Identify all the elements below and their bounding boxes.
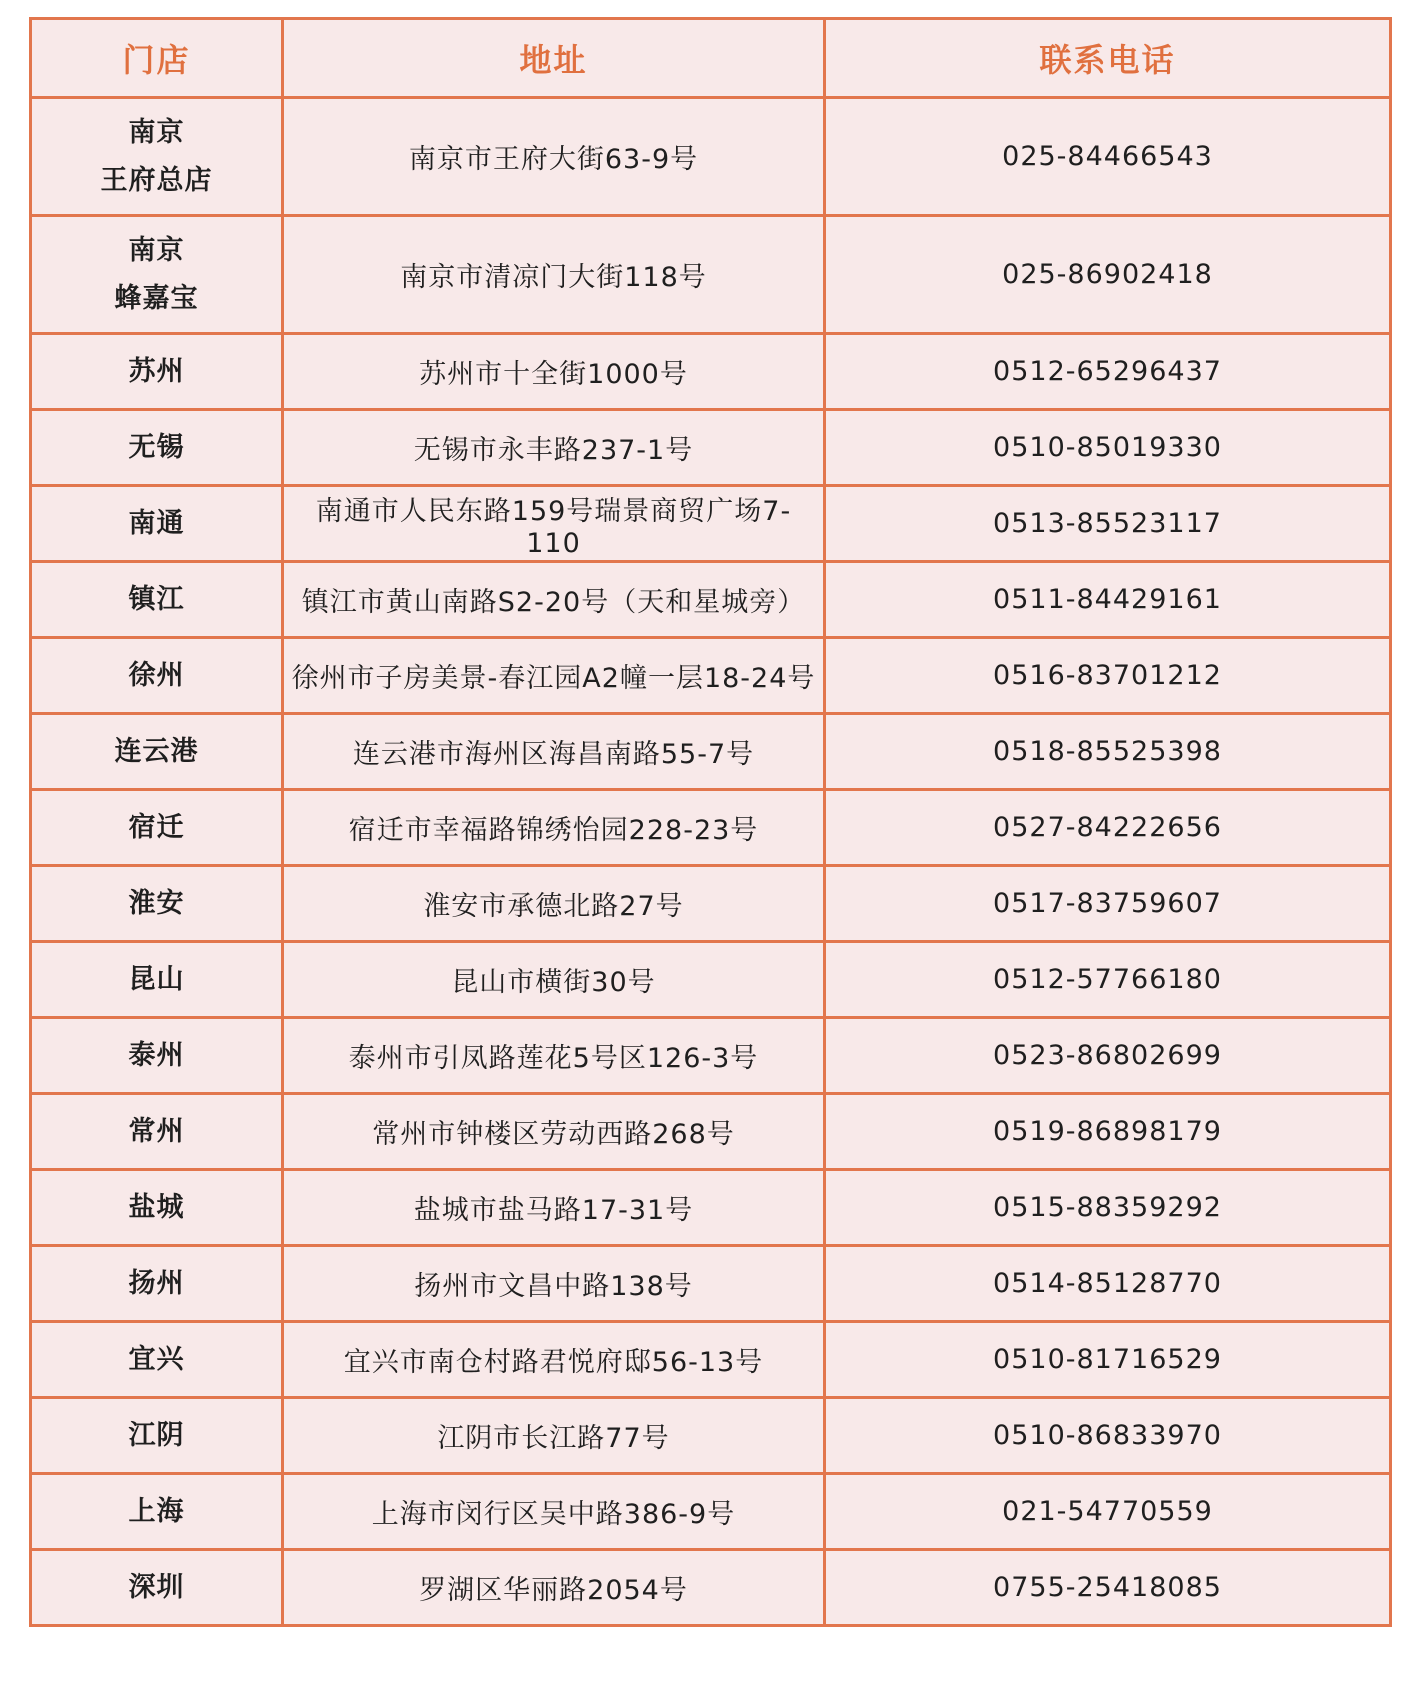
phone-cell: 0515-88359292	[825, 1170, 1391, 1246]
table-row	[31, 1246, 1391, 1322]
address-cell: 苏州市十全街1000号	[283, 334, 825, 410]
address-cell: 南京市清凉门大街118号	[283, 216, 825, 334]
phone-cell: 0523-86802699	[825, 1018, 1391, 1094]
header-store: 门店	[31, 19, 283, 98]
phone-cell: 0519-86898179	[825, 1094, 1391, 1170]
phone-cell: 0516-83701212	[825, 638, 1391, 714]
store-name-line: 南京	[128, 234, 185, 266]
address-cell: 罗湖区华丽路2054号	[283, 1550, 825, 1626]
phone-cell: 0517-83759607	[825, 866, 1391, 942]
table-row	[31, 1474, 1391, 1550]
phone-cell: 025-86902418	[825, 216, 1391, 334]
store-name-cell	[31, 1170, 283, 1246]
phone-cell: 0514-85128770	[825, 1246, 1391, 1322]
table-row	[31, 866, 1391, 942]
table-row	[31, 1322, 1391, 1398]
store-name-cell	[31, 1246, 283, 1322]
store-name-line: 上海	[128, 1495, 185, 1527]
store-name-cell	[31, 942, 283, 1018]
store-name-cell	[31, 1322, 283, 1398]
address-cell: 南通市人民东路159号瑞景商贸广场7-110	[283, 486, 825, 562]
table-row	[31, 562, 1391, 638]
table-row	[31, 638, 1391, 714]
store-name-line: 深圳	[128, 1571, 185, 1603]
store-name-cell	[31, 866, 283, 942]
store-name-line: 宿迁	[128, 811, 185, 843]
store-name-line: 南京	[128, 116, 185, 148]
phone-cell: 0755-25418085	[825, 1550, 1391, 1626]
phone-cell: 0518-85525398	[825, 714, 1391, 790]
store-name-line: 扬州	[128, 1267, 185, 1299]
store-name-cell	[31, 562, 283, 638]
table-header	[31, 19, 1391, 98]
phone-cell: 0513-85523117	[825, 486, 1391, 562]
store-name-line: 盐城	[128, 1191, 185, 1223]
store-name-line: 镇江	[128, 583, 185, 615]
store-name-line: 常州	[128, 1115, 185, 1147]
store-name-cell	[31, 410, 283, 486]
table-row	[31, 216, 1391, 334]
address-cell: 无锡市永丰路237-1号	[283, 410, 825, 486]
address-cell: 常州市钟楼区劳动西路268号	[283, 1094, 825, 1170]
address-cell: 宿迁市幸福路锦绣怡园228-23号	[283, 790, 825, 866]
store-name-cell	[31, 98, 283, 216]
store-name-cell	[31, 1094, 283, 1170]
store-name-cell	[31, 216, 283, 334]
table-row	[31, 1170, 1391, 1246]
table-row	[31, 714, 1391, 790]
store-table	[29, 17, 1392, 1627]
store-name-line: 苏州	[128, 355, 185, 387]
store-name-cell	[31, 1398, 283, 1474]
header-address: 地址	[283, 19, 825, 98]
address-cell: 盐城市盐马路17-31号	[283, 1170, 825, 1246]
store-name-cell	[31, 334, 283, 410]
address-cell: 淮安市承德北路27号	[283, 866, 825, 942]
table-row	[31, 98, 1391, 216]
store-name-cell	[31, 790, 283, 866]
header-row	[31, 19, 1391, 98]
address-cell: 昆山市横街30号	[283, 942, 825, 1018]
phone-cell: 0510-86833970	[825, 1398, 1391, 1474]
phone-cell: 0510-81716529	[825, 1322, 1391, 1398]
address-cell: 上海市闵行区吴中路386-9号	[283, 1474, 825, 1550]
table-row	[31, 334, 1391, 410]
phone-cell: 0512-65296437	[825, 334, 1391, 410]
table-body	[31, 98, 1391, 1626]
store-name-cell	[31, 1018, 283, 1094]
store-name-line: 宜兴	[128, 1343, 185, 1375]
phone-cell: 021-54770559	[825, 1474, 1391, 1550]
address-cell: 宜兴市南仓村路君悦府邸56-13号	[283, 1322, 825, 1398]
store-name-line: 王府总店	[100, 164, 213, 196]
store-name-line: 淮安	[128, 887, 185, 919]
address-cell: 徐州市子房美景-春江园A2幢一层18-24号	[283, 638, 825, 714]
phone-cell: 0511-84429161	[825, 562, 1391, 638]
store-name-line: 泰州	[128, 1039, 185, 1071]
store-name-line: 南通	[128, 507, 185, 539]
address-cell: 镇江市黄山南路S2-20号（天和星城旁）	[283, 562, 825, 638]
table-row	[31, 1094, 1391, 1170]
store-name-line: 徐州	[128, 659, 185, 691]
phone-cell: 0510-85019330	[825, 410, 1391, 486]
table-row	[31, 1018, 1391, 1094]
address-cell: 南京市王府大街63-9号	[283, 98, 825, 216]
address-cell: 连云港市海州区海昌南路55-7号	[283, 714, 825, 790]
header-phone: 联系电话	[825, 19, 1391, 98]
store-name-line: 无锡	[128, 431, 185, 463]
phone-cell: 025-84466543	[825, 98, 1391, 216]
store-name-cell	[31, 1550, 283, 1626]
phone-cell: 0527-84222656	[825, 790, 1391, 866]
table-row	[31, 1550, 1391, 1626]
table-row	[31, 1398, 1391, 1474]
table-row	[31, 942, 1391, 1018]
store-name-cell	[31, 638, 283, 714]
table-row	[31, 790, 1391, 866]
store-name-line: 昆山	[128, 963, 185, 995]
store-name-line: 连云港	[114, 735, 199, 767]
table-row	[31, 486, 1391, 562]
address-cell: 扬州市文昌中路138号	[283, 1246, 825, 1322]
store-name-cell	[31, 714, 283, 790]
store-name-line: 蜂嘉宝	[114, 282, 199, 314]
store-name-cell	[31, 1474, 283, 1550]
phone-cell: 0512-57766180	[825, 942, 1391, 1018]
store-name-cell	[31, 486, 283, 562]
address-cell: 泰州市引凤路莲花5号区126-3号	[283, 1018, 825, 1094]
store-name-line: 江阴	[128, 1419, 185, 1451]
address-cell: 江阴市长江路77号	[283, 1398, 825, 1474]
table-row	[31, 410, 1391, 486]
